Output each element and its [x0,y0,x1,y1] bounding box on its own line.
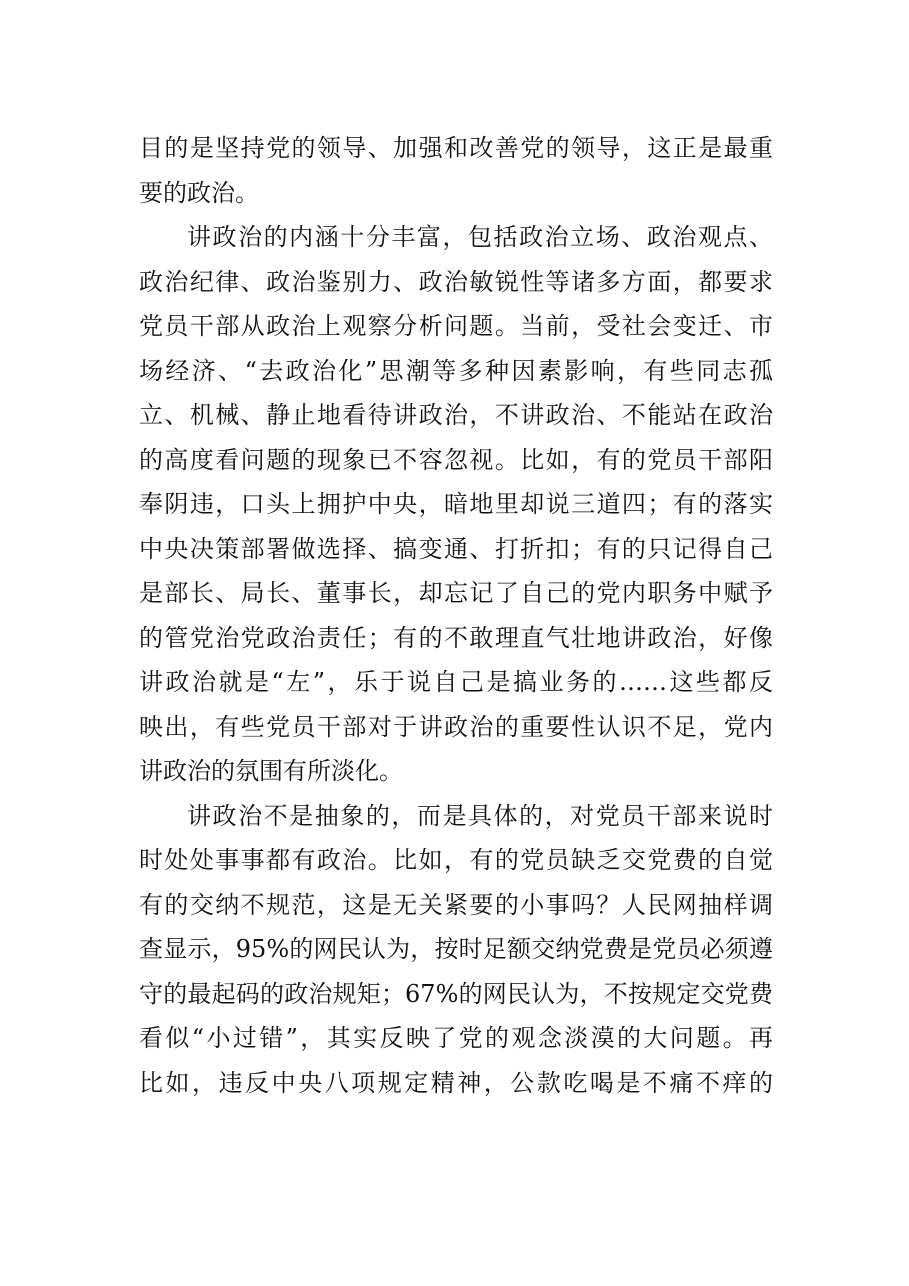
text-line: 有的交纳不规范，这是无关紧要的小事吗？人民网抽样调 [139,890,773,919]
text-line: 讲政治的氛围有所淡化。 [139,757,403,785]
text-line: 看似“小过错”，其实反映了党的观念淡漠的大问题。再 [139,1024,773,1052]
text-line: 时处处事事都有政治。比如，有的党员缺乏交党费的自觉 [139,846,773,874]
text-line: 奉阴违，口头上拥护中央，暗地里却说三道四；有的落实 [139,490,773,518]
text-line: 是部长、局长、董事长，却忘记了自己的党内职务中赋予 [139,579,773,607]
text-line: 场经济、“去政治化”思潮等多种因素影响，有些同志孤 [139,356,773,385]
text-line: 要的政治。 [139,178,259,207]
text-line: 讲政治的内涵十分丰富，包括政治立场、政治观点、 [187,223,773,251]
text-line: 查显示，95%的网民认为，按时足额交纳党费是党员必须遵 [139,935,773,963]
text-line: 讲政治就是“左”，乐于说自己是搞业务的……这些都反 [139,668,773,696]
text-line: 讲政治不是抽象的，而是具体的，对党员干部来说时 [187,801,773,830]
text-line: 目的是坚持党的领导、加强和改善党的领导，这正是最重 [139,134,773,162]
text-line: 映出，有些党员干部对于讲政治的重要性认识不足，党内 [139,712,773,741]
text-line: 比如，违反中央八项规定精神，公款吃喝是不痛不痒的 [139,1068,773,1097]
document-body [139,126,773,1105]
text-line: 的高度看问题的现象已不容忽视。比如，有的党员干部阳 [139,445,773,474]
text-line: 中央决策部署做选择、搞变通、打折扣；有的只记得自己 [139,534,773,563]
text-line: 政治纪律、政治鉴别力、政治敏锐性等诸多方面，都要求 [139,267,773,296]
text-line: 守的最起码的政治规矩；67%的网民认为，不按规定交党费 [139,979,773,1008]
text-line: 立、机械、静止地看待讲政治，不讲政治、不能站在政治 [139,401,773,429]
text-line: 的管党治党政治责任；有的不敢理直气壮地讲政治，好像 [139,623,773,652]
text-line: 党员干部从政治上观察分析问题。当前，受社会变迁、市 [139,312,773,340]
